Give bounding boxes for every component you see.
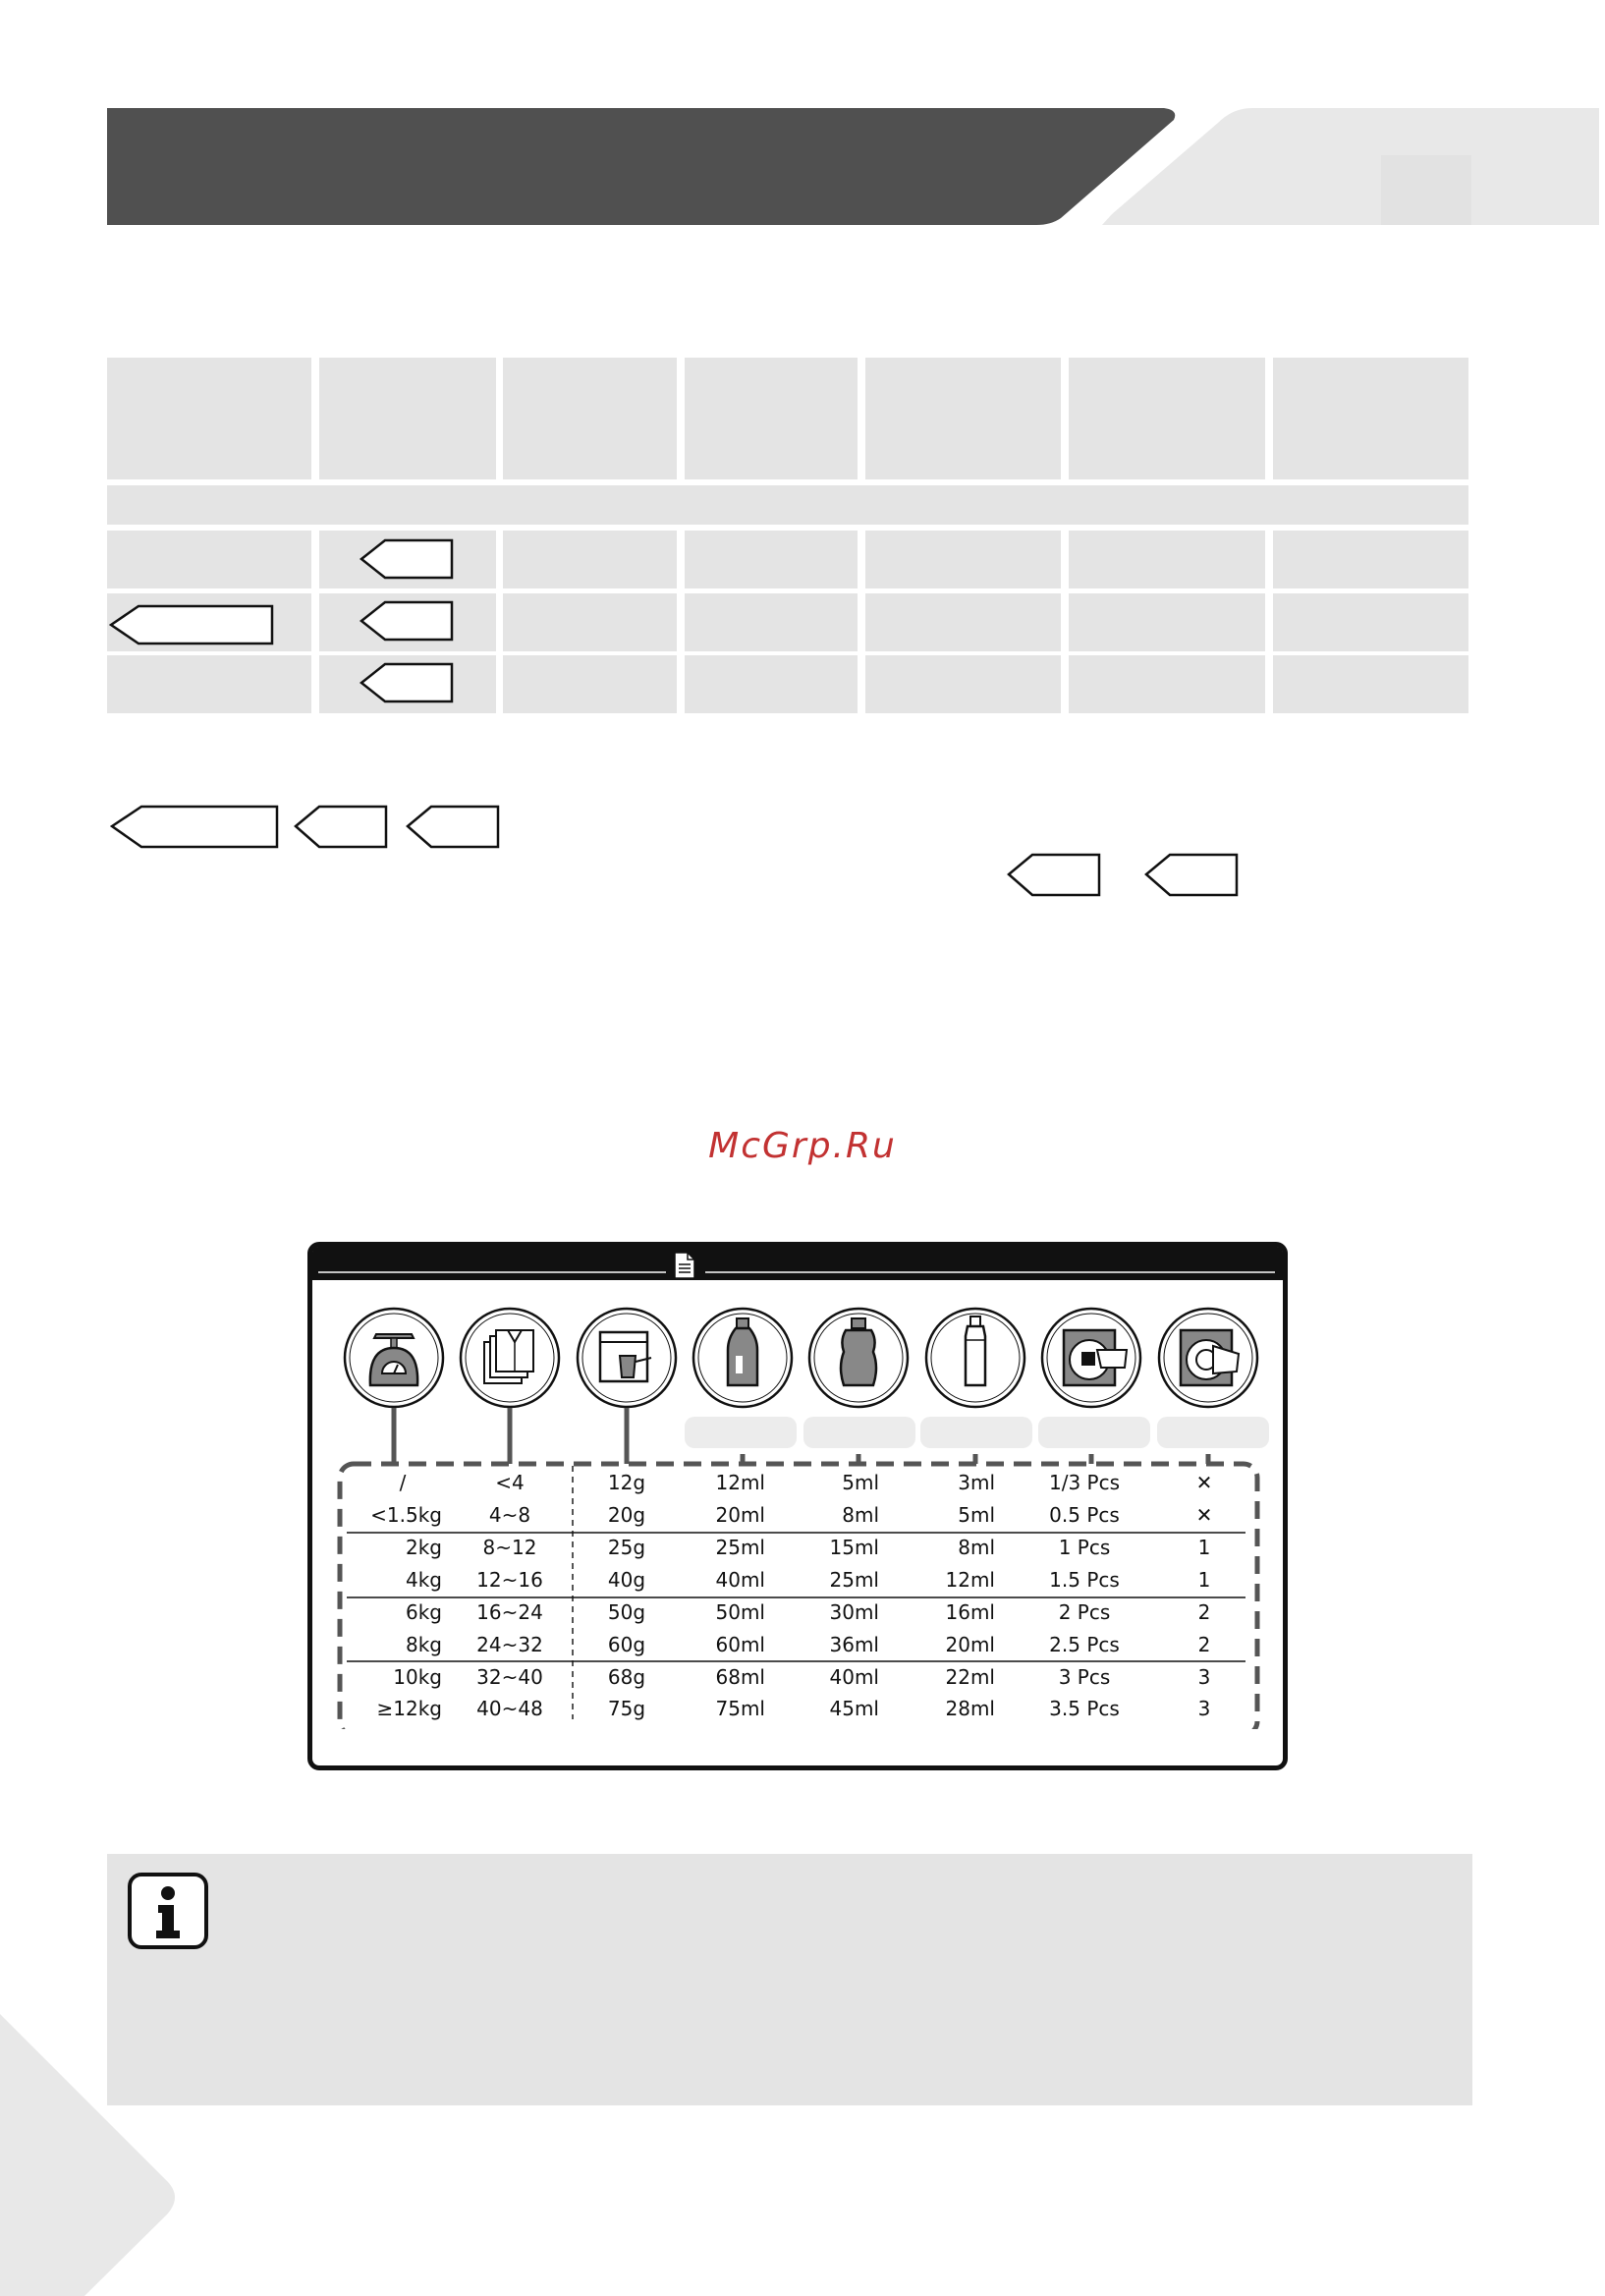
info-note-box [107,1854,1472,2105]
spray-cell: 28ml [945,1697,995,1720]
scale-icon [345,1309,443,1407]
tag-shape [360,600,454,642]
tablet-cell: 3 Pcs [1058,1665,1111,1689]
spray-cell: 5ml [958,1503,995,1527]
liquid-cell: 68ml [715,1665,765,1689]
pod-cell: ✕ [1195,1503,1213,1527]
gel-cell: 25ml [829,1568,879,1592]
weight-cell: 10kg [393,1665,442,1689]
gel-cell: 8ml [842,1503,879,1527]
liquid-bottle-icon [693,1309,792,1407]
table-header-cell [107,358,311,479]
pod-icon [1159,1309,1257,1407]
powder-cell: 25g [607,1536,646,1559]
tablet-icon [1042,1309,1140,1407]
table-header-cell [319,358,496,479]
liquid-cell: 75ml [715,1697,765,1720]
table-cell [107,531,311,588]
weight-cell: / [399,1471,407,1494]
powder-cell: 68g [607,1665,646,1689]
items-cell: 8~12 [482,1536,537,1559]
table-row [307,1499,1288,1531]
dosage-table [307,1467,1288,1726]
gel-cell: 5ml [842,1471,879,1494]
tag-shape [406,805,500,849]
table-section-row [107,485,1468,525]
liquid-cell: 25ml [715,1536,765,1559]
table-row [307,1596,1288,1628]
table-cell [1273,593,1468,651]
tablet-cell: 3.5 Pcs [1049,1697,1120,1720]
header-band [0,0,1605,236]
corner-decoration [0,2014,196,2296]
label-pill [1157,1417,1269,1448]
table-cell [1069,655,1265,713]
table-header-cell [1273,358,1468,479]
weight-cell: ≥12kg [376,1697,442,1720]
spray-cell: 3ml [958,1471,995,1494]
weight-cell: 4kg [405,1568,442,1592]
tablet-cell: 1 Pcs [1058,1536,1111,1559]
liquid-cell: 40ml [715,1568,765,1592]
table-row [307,1693,1288,1724]
items-cell: 12~16 [476,1568,543,1592]
table-row [307,1564,1288,1596]
weight-cell: 6kg [405,1600,442,1624]
table-cell [685,593,858,651]
pod-cell: 3 [1197,1665,1211,1689]
document-icon [672,1251,697,1280]
label-pill [803,1417,915,1448]
tag-shape [1144,853,1239,897]
weight-cell: 2kg [405,1536,442,1559]
pod-cell: ✕ [1195,1471,1213,1494]
tag-shape [1007,853,1101,897]
table-cell [1273,655,1468,713]
tablet-cell: 2 Pcs [1058,1600,1111,1624]
gel-bottle-icon [809,1309,908,1407]
spray-cell: 12ml [945,1568,995,1592]
pod-cell: 2 [1197,1600,1211,1624]
table-cell [503,655,677,713]
tag-shape [110,805,279,849]
pod-cell: 1 [1197,1568,1211,1592]
table-row [307,1661,1288,1693]
table-cell [865,655,1061,713]
table-row [307,1629,1288,1660]
weight-cell: <1.5kg [370,1503,442,1527]
liquid-cell: 50ml [715,1600,765,1624]
tablet-cell: 1.5 Pcs [1049,1568,1120,1592]
table-cell [865,531,1061,588]
spray-cell: 16ml [945,1600,995,1624]
spray-cell: 8ml [958,1536,995,1559]
items-cell: 4~8 [488,1503,531,1527]
table-cell [1273,531,1468,588]
pod-cell: 2 [1197,1633,1211,1656]
powder-cell: 12g [607,1471,646,1494]
powder-cell: 40g [607,1568,646,1592]
table-row [307,1532,1288,1563]
table-header-cell [1069,358,1265,479]
powder-cell: 75g [607,1697,646,1720]
table-header-cell [865,358,1061,479]
table-cell [865,593,1061,651]
gel-cell: 15ml [829,1536,879,1559]
spray-bottle-icon [926,1309,1024,1407]
liquid-cell: 60ml [715,1633,765,1656]
items-cell: 16~24 [476,1600,543,1624]
tag-shape [294,805,388,849]
powder-cell: 60g [607,1633,646,1656]
table-cell [1069,593,1265,651]
items-cell: 24~32 [476,1633,543,1656]
pod-cell: 1 [1197,1536,1211,1559]
watermark: McGrp.Ru [708,1126,897,1166]
weight-cell: 8kg [405,1633,442,1656]
table-cell [107,655,311,713]
label-pill [685,1417,797,1448]
label-pill [1038,1417,1150,1448]
info-icon [127,1872,209,1950]
table-header-cell [685,358,858,479]
items-cell: 32~40 [476,1665,543,1689]
gel-cell: 45ml [829,1697,879,1720]
liquid-cell: 12ml [715,1471,765,1494]
table-row [307,1467,1288,1498]
tag-shape [109,604,274,645]
spray-cell: 22ml [945,1665,995,1689]
powder-box-icon [578,1309,676,1407]
table-cell [685,531,858,588]
panel-title-bar [312,1247,1283,1280]
spray-cell: 20ml [945,1633,995,1656]
table-cell [503,593,677,651]
tablet-cell: 2.5 Pcs [1049,1633,1120,1656]
gel-cell: 36ml [829,1633,879,1656]
tablet-cell: 0.5 Pcs [1049,1503,1120,1527]
table-cell [1069,531,1265,588]
table-cell [685,655,858,713]
tag-shape [360,662,454,703]
shirts-icon [461,1309,559,1407]
items-cell: 40~48 [476,1697,543,1720]
liquid-cell: 20ml [715,1503,765,1527]
gel-cell: 40ml [829,1665,879,1689]
table-header-cell [503,358,677,479]
pod-cell: 3 [1197,1697,1211,1720]
items-cell: <4 [495,1471,525,1494]
powder-cell: 20g [607,1503,646,1527]
tag-shape [360,538,454,580]
tablet-cell: 1/3 Pcs [1048,1471,1121,1494]
table-cell [503,531,677,588]
label-pill [920,1417,1032,1448]
powder-cell: 50g [607,1600,646,1624]
gel-cell: 30ml [829,1600,879,1624]
